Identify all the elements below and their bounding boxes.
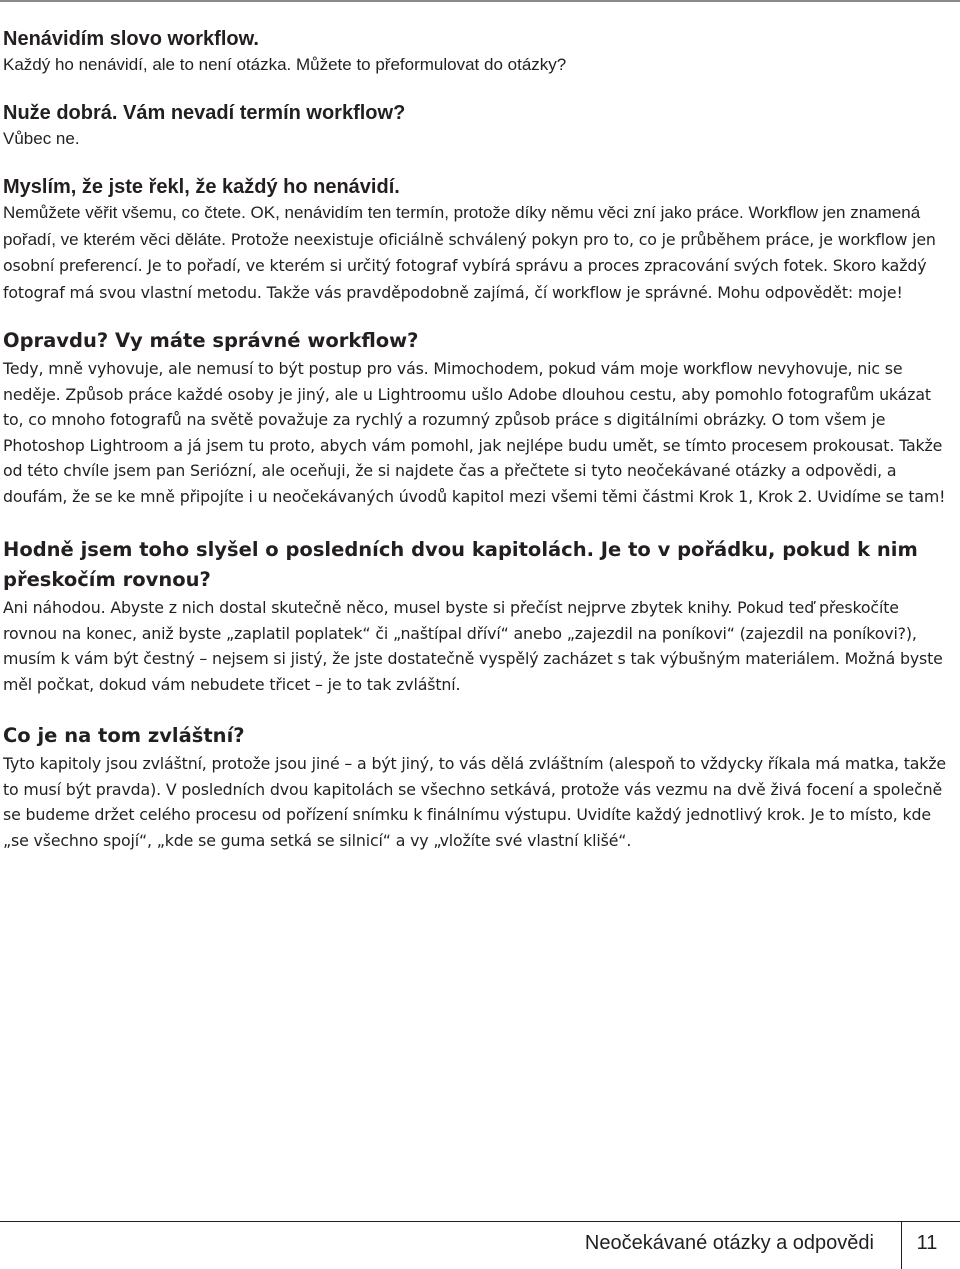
top-rule bbox=[0, 0, 960, 2]
answer-paragraph: Vůbec ne. bbox=[3, 129, 80, 148]
answer-paragraph: Tedy, mně vyhovuje, ale nemusí to být postup pro vás. Mimochodem, pokud vám moje workflow nevyhovuje, nic se neděje. Způsob práce každé osoby je jiný, ale u Lightroomu ušlo Adobe dlouhou cestu, aby pomohlo fotografům ukázat to, co mnoho fotografů na světě považuje za rychlý a rozumný způsob práce s digitálními obrázky. O tom všem je Photoshop Lightroom a já jsem tu proto, abych vám pomohl, jak nejlépe budu umět, se tímto procesem prokousat. Takže od této chvíle jsem pan Seriózní, ale oceňuji, že si najdete čas a přečtete si tyto neočekávané otázky a odpovědi, a doufám, že se ke mně připojíte i u neočekávaných úvodů kapitol mezi všemi těmi částmi Krok 1, Krok 2. Uvidíme se tam! bbox=[3, 359, 946, 506]
question-heading: Opravdu? Vy máte správné workflow? bbox=[3, 329, 419, 352]
question-heading: Nenávidím slovo workflow. bbox=[3, 28, 259, 50]
question-heading: Nuže dobrá. Vám nevadí termín workflow? bbox=[3, 102, 406, 124]
answer-rest-text: Protože neexistuje oficiálně schválený pokyn pro to, co je průběhem práce, je workflow jen osobní preferencí. Je to pořadí, ve kterém si určitý fotograf vybírá správu a proces zpracování svých fotek. Skoro každý fotograf má svou vlastní metodu. Takže vás pravděpodobně zajímá, čí workflow je správné. Mohu odpovědět: moje! bbox=[3, 229, 936, 302]
page-body bbox=[3, 26, 953, 876]
answer-paragraph bbox=[3, 200, 953, 306]
footer-rule bbox=[0, 1221, 960, 1222]
answer-lead-text: Nemůžete věřit všemu, co čtete. OK, nenávidím ten termín, protože díky němu věci zní jako práce. Workflow jen znamená pořadí, ve kterém věci děláte. bbox=[3, 203, 921, 249]
footer-chapter-title: Neočekávané otázky a odpovědi bbox=[584, 1232, 874, 1254]
page-number: 11 bbox=[916, 1232, 938, 1254]
question-heading: Myslím, že jste řekl, že každý ho nenávidí. bbox=[3, 176, 400, 198]
answer-paragraph: Ani náhodou. Abyste z nich dostal skutečně něco, musel byste si přečíst nejprve zbytek knihy. Pokud teď přeskočíte rovnou na konec, aniž byste „zaplatil poplatek“ či „naštípal dříví“ anebo „zajezdil na poníkovi“ (zajezdil na poníkovi?), musím k vám být čestný – nejsem si jistý, že jste dostatečně vyspělý zacházet s tak výbušným materiálem. Možná byste měl počkat, dokud vám nebudete třicet – je to tak zvláštní. bbox=[3, 598, 943, 694]
question-heading: Co je na tom zvláštní? bbox=[3, 724, 245, 747]
question-heading: Hodně jsem toho slyšel o posledních dvou kapitolách. Je to v pořádku, pokud k nim přeskočím rovnou? bbox=[3, 538, 918, 591]
answer-paragraph: Tyto kapitoly jsou zvláštní, protože jsou jiné – a být jiný, to vás dělá zvláštním (alespoň to vždycky říkala má matka, takže to musí být pravda). V posledních dvou kapitolách se všechno setkává, protože vás vezmu na dvě živá focení a společně se budeme držet celého procesu od pořízení snímku k finálnímu výstupu. Uvidíte každý jednotlivý krok. Je to místo, kde „se všechno spojí“, „kde se guma setká se silnicí“ a vy „vložíte své vlastní klišé“. bbox=[3, 754, 947, 850]
answer-paragraph: Každý ho nenávidí, ale to není otázka. Můžete to přeformulovat do otázky? bbox=[3, 55, 567, 74]
